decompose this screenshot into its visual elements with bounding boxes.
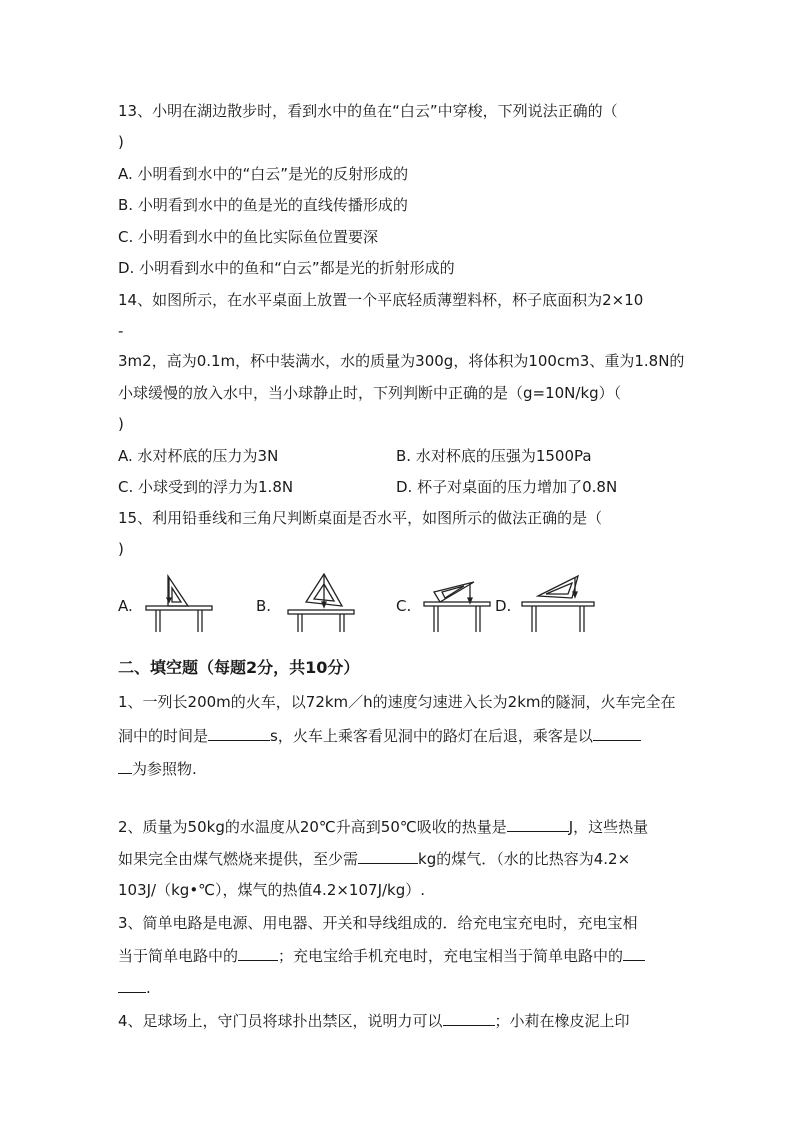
f2-blank-1[interactable] <box>507 816 569 832</box>
q13-option-b: B. 小明看到水中的鱼是光的直线传播形成的 <box>118 196 408 214</box>
q13-stem: 13、小明在湖边散步时，看到水中的鱼在“白云”中穿梭，下列说法正确的（ <box>118 102 618 120</box>
f2-line2 <box>118 848 630 869</box>
f3-line2-prefix: 当于简单电路中的 <box>118 947 239 965</box>
q13-option-d: D. 小明看到水中的鱼和“白云”都是光的折射形成的 <box>118 259 455 277</box>
f4-line1-suffix: ；小莉在橡皮泥上印 <box>494 1012 630 1030</box>
q15-figure-c <box>420 572 494 634</box>
q15-stem: 15、利用铅垂线和三角尺判断桌面是否水平，如图所示的做法正确的是（ <box>118 509 603 527</box>
f3-line1: 3、简单电路是电源、用电器、开关和导线组成的．给充电宝充电时，充电宝相 <box>118 914 638 932</box>
q14-stem-line4: 小球缓慢的放入水中，当小球静止时，下列判断中正确的是（g=10N/kg）（ <box>118 384 622 402</box>
f4-blank-1[interactable] <box>443 1010 495 1026</box>
f1-line3 <box>118 758 197 779</box>
section-title-fill-in: 二、填空题（每题2分，共10分） <box>118 658 360 677</box>
f2-line1-suffix: J，这些热量 <box>568 818 649 836</box>
f3-line2 <box>118 945 645 966</box>
q13-option-a: A. 小明看到水中的“白云”是光的反射形成的 <box>118 165 409 183</box>
f4-line1 <box>118 1010 630 1031</box>
q15-answer-paren: ) <box>118 540 124 558</box>
f1-blank-1[interactable] <box>208 725 270 741</box>
q14-option-d: D. 杯子对桌面的压力增加了0.8N <box>396 478 618 496</box>
q15-figure-b <box>284 572 358 634</box>
f2-line1 <box>118 816 648 837</box>
q13-answer-paren: ) <box>118 133 124 151</box>
f1-line2 <box>118 725 641 746</box>
f3-blank-2-continued[interactable] <box>118 977 146 993</box>
f3-blank-2[interactable] <box>623 945 645 961</box>
q15-figure-label-d: D. <box>495 597 512 615</box>
q14-stem-line1: 14、如图所示，在水平桌面上放置一个平底轻质薄塑料杯，杯子底面积为2×10 <box>118 291 644 309</box>
q14-option-a: A. 水对杯底的压力为3N <box>118 447 279 465</box>
q15-figure-label-a: A. <box>118 597 133 615</box>
f2-line1-prefix: 2、质量为50kg的水温度从20℃升高到50℃吸收的热量是 <box>118 818 507 836</box>
f1-line2-prefix: 洞中的时间是 <box>118 727 209 745</box>
q13-option-c: C. 小明看到水中的鱼比实际鱼位置要深 <box>118 228 379 246</box>
f3-line3 <box>118 977 151 998</box>
f1-blank-2-continued[interactable] <box>118 758 132 774</box>
f3-blank-1[interactable] <box>238 945 278 961</box>
f1-line3-suffix: 为参照物. <box>132 760 197 778</box>
f3-line2-suffix: ；充电宝给手机充电时，充电宝相当于简单电路中的 <box>278 947 624 965</box>
q14-option-c: C. 小球受到的浮力为1.8N <box>118 478 294 496</box>
f3-line3-suffix: . <box>146 979 151 997</box>
f1-line1: 1、一列长200m的火车，以72km／h的速度匀速进入长为2km的隧洞，火车完全在 <box>118 693 676 711</box>
f4-line1-prefix: 4、足球场上，守门员将球扑出禁区，说明力可以 <box>118 1012 443 1030</box>
f2-line3: 103J/（kg•℃），煤气的热值4.2×107J/kg）. <box>118 881 426 899</box>
q14-stem-line3: 3m2，高为0.1m，杯中装满水，水的质量为300g，将体积为100cm3、重为1.8N的 <box>118 352 685 370</box>
f1-blank-2[interactable] <box>593 725 641 741</box>
q15-figure-label-c: C. <box>396 597 412 615</box>
q14-stem-line2: - <box>118 322 124 340</box>
f1-line2-suffix: s，火车上乘客看见洞中的路灯在后退，乘客是以 <box>270 727 593 745</box>
f2-blank-2[interactable] <box>358 848 418 864</box>
q15-figure-a <box>142 572 216 634</box>
q15-figure-d <box>518 572 598 634</box>
q15-figure-label-b: B. <box>256 597 272 615</box>
q14-option-b: B. 水对杯底的压强为1500Pa <box>396 447 592 465</box>
f2-line2-prefix: 如果完全由煤气燃烧来提供，至少需 <box>118 850 359 868</box>
f2-line2-suffix: kg的煤气．（水的比热容为4.2× <box>418 850 631 868</box>
q14-answer-paren: ) <box>118 415 124 433</box>
